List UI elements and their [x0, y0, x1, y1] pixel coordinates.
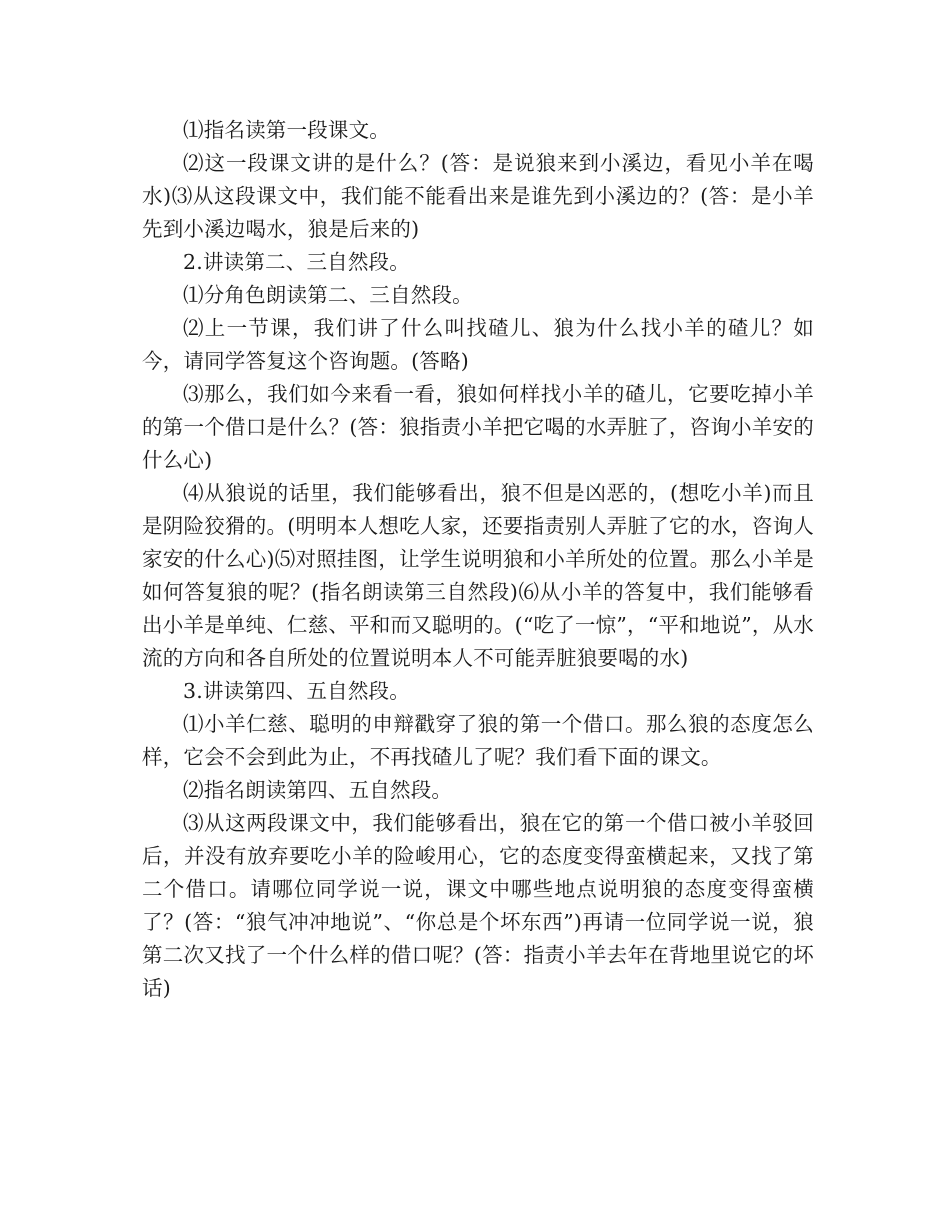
- paragraph-5: ⑵上一节课，我们讲了什么叫找碴儿、狼为什么找小羊的碴儿？如今，请同学答复这个咨询题。(答略): [142, 316, 814, 373]
- document-body: [142, 114, 814, 1005]
- paragraph-11: ⑶从这两段课文中，我们能够看出，狼在它的第一个借口被小羊驳回后，并没有放弃要吃小羊的险峻用心，它的态度变得蛮横起来，又找了第二个借口。请哪位同学说一说，课文中哪些地点说明狼的态度变得蛮横了？(答：“狼气冲冲地说”、“你总是个坏东西”)再请一位同学说一说，狼第二次又找了一个什么样的借口呢？(答：指责小羊去年在背地里说它的坏话): [142, 811, 814, 1000]
- paragraph-10: ⑵指名朗读第四、五自然段。: [183, 778, 453, 802]
- paragraph-7: ⑷从狼说的话里，我们能够看出，狼不但是凶恶的，(想吃小羊)而且是阴险狡猾的。(明明本人想吃人家，还要指责别人弄脏了它的水，咨询人家安的什么心)⑸对照挂图，让学生说明狼和小羊所处的位置。那么小羊是如何答复狼的呢？(指名朗读第三自然段)⑹从小羊的答复中，我们能够看出小羊是单纯、仁慈、平和而又聪明的。(“吃了一惊”，“平和地说”，从水流的方向和各自所处的位置说明本人不可能弄脏狼要喝的水): [142, 481, 814, 670]
- paragraph-3: 2.讲读第二、三自然段。: [183, 250, 410, 274]
- paragraph-4: ⑴分角色朗读第二、三自然段。: [183, 283, 473, 307]
- paragraph-9: ⑴小羊仁慈、聪明的申辩戳穿了狼的第一个借口。那么狼的态度怎么样，它会不会到此为止，不再找碴儿了呢？我们看下面的课文。: [142, 712, 814, 769]
- paragraph-8: 3.讲读第四、五自然段。: [183, 679, 410, 703]
- paragraph-6: ⑶那么，我们如今来看一看，狼如何样找小羊的碴儿，它要吃掉小羊的第一个借口是什么？(答：狼指责小羊把它喝的水弄脏了，咨询小羊安的什么心): [142, 382, 814, 472]
- paragraph-2: ⑵这一段课文讲的是什么？(答：是说狼来到小溪边，看见小羊在喝水)⑶从这段课文中，我们能不能看出来是谁先到小溪边的？(答：是小羊先到小溪边喝水，狼是后来的): [142, 151, 814, 241]
- paragraph-1: ⑴指名读第一段课文。: [183, 118, 390, 142]
